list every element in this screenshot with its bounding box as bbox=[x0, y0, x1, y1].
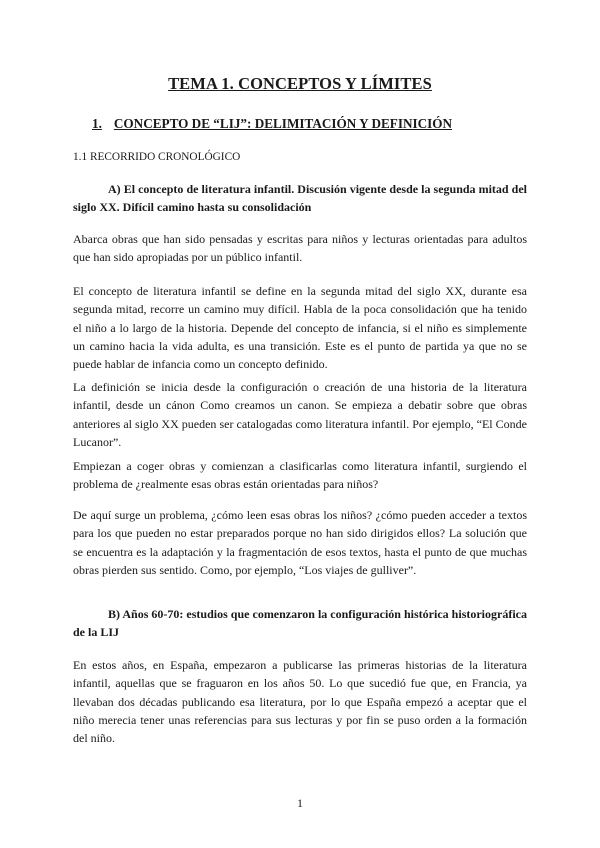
paragraph: De aquí surge un problema, ¿cómo leen esas obras los niños? ¿cómo pueden acceder a textos para los que pueden no estar preparados porque no han sido dirigidos ellos? La solución que se encuentra es la adaptación y la fragmentación de esos textos, hasta el punto de que muchas obras pierden sus sentido. Como, por ejemplo, “Los viajes de gulliver”. bbox=[73, 508, 527, 577]
subsection-heading: 1.1 RECORRIDO CRONOLÓGICO bbox=[73, 151, 241, 163]
paragraph: En estos años, en España, empezaron a publicarse las primeras historias de la literatura infantil, aquellas que se fraguaron en los años 50. Lo que sucedió fue que, en Francia, ya llevaban dos décadas publicando esa literatura, por lo que España empezó a aceptar que el niño merecia tener unas referencias para sus lecturas y por fin se puso orden a la formación del niño. bbox=[73, 658, 527, 746]
block-a-heading: A) El concepto de literatura infantil. Discusión vigente desde la segunda mitad del siglo XX. Difícil camino hasta su consolidación bbox=[73, 182, 527, 214]
section-title: CONCEPTO DE “LIJ”: DELIMITACIÓN Y DEFINICIÓN bbox=[113, 116, 453, 131]
section-number: 1. bbox=[92, 116, 102, 131]
paragraph: Abarca obras que han sido pensadas y escritas para niños y lecturas orientadas para adultos que han sido apropiadas por un público infantil. bbox=[73, 232, 527, 265]
paragraph: Empiezan a coger obras y comienzan a clasificarlas como literatura infantil, surgiendo el problema de ¿realmente esas obras están orientadas para niños? bbox=[73, 459, 527, 492]
document-title: TEMA 1. CONCEPTOS Y LÍMITES bbox=[168, 74, 432, 93]
section-heading bbox=[92, 116, 452, 132]
block-b-heading: B) Años 60-70: estudios que comenzaron la configuración histórica historiográfica de la LIJ bbox=[73, 607, 527, 639]
paragraph: La definición se inicia desde la configuración o creación de una historia de la literatura infantil, desde un cánon Como creamos un canon. Se empieza a debatir sobre que obras anteriores al siglo XX pueden ser catalogadas como literatura infantil. Por ejemplo, “El Conde Lucanor”. bbox=[73, 380, 527, 449]
paragraph: El concepto de literatura infantil se define en la segunda mitad del siglo XX, durante esa segunda mitad, recorre un camino muy difícil. Habla de la poca consolidación que ha tenido el niño a lo largo de la historia. Depende del concepto de infancia, si el niño es simplemente un camino hacia la vida adulta, es una transición. Este es el punto de partida ya que no se puede hablar de infancia como un concepto definido. bbox=[73, 284, 527, 372]
page-number: 1 bbox=[297, 796, 303, 810]
